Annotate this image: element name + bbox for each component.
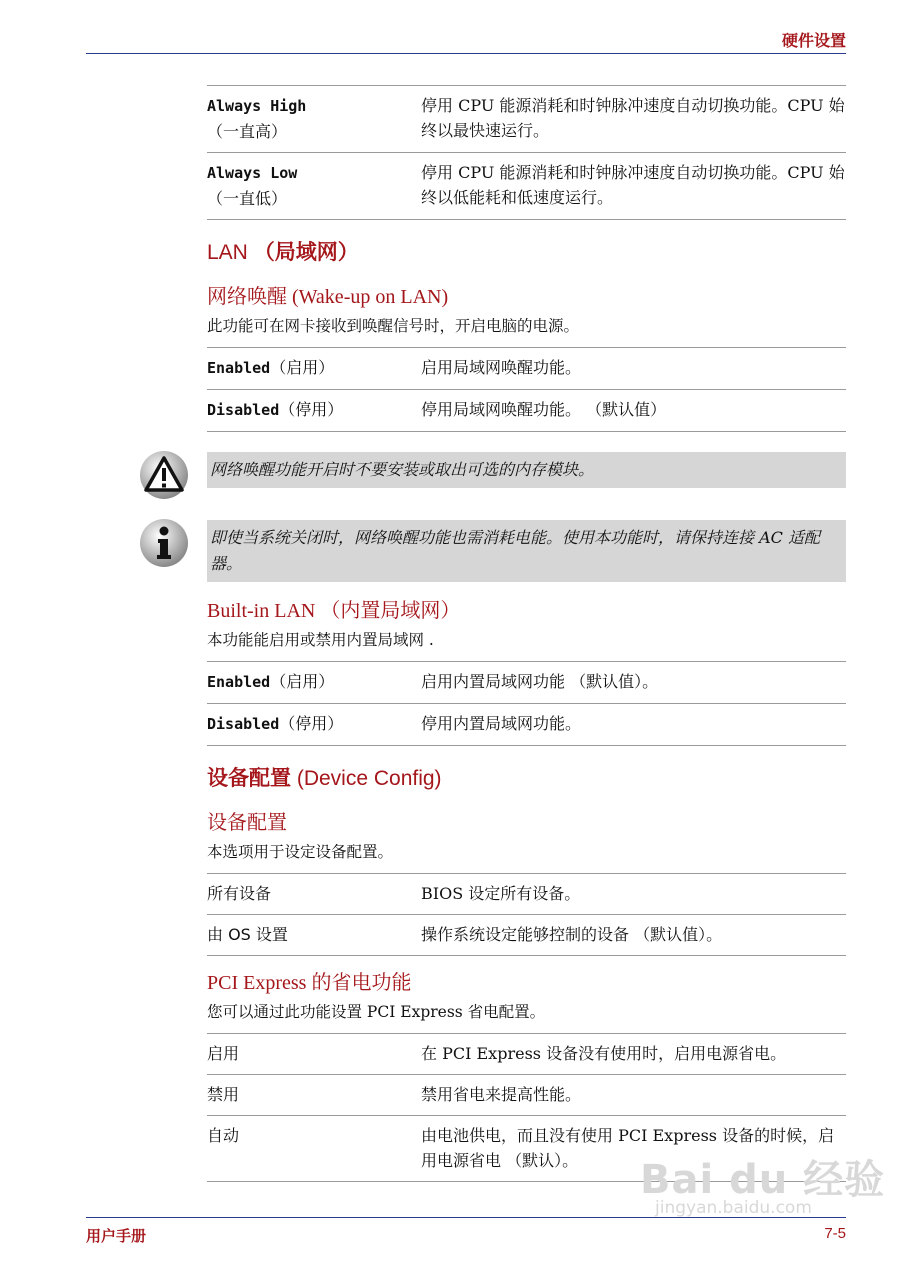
builtin-lan-options-table: [207, 661, 846, 746]
table-row: [207, 86, 846, 153]
device-config-options-table: [207, 873, 846, 956]
table-row: [207, 874, 846, 915]
device-config-subtitle: 设备配置: [207, 812, 287, 834]
option-desc: 在 PCI Express 设备没有使用时，启用电源省电。: [420, 1034, 846, 1075]
header-rule: [86, 53, 846, 54]
info-icon: [139, 518, 189, 568]
option-desc: 停用 CPU 能源消耗和时钟脉冲速度自动切换功能。CPU 始终以最快速运行。: [420, 86, 846, 153]
header-title: 硬件设置: [781, 31, 846, 50]
option-key: 所有设备: [207, 874, 420, 915]
option-desc: 启用内置局域网功能 （默认值）。: [420, 662, 846, 704]
table-row: [207, 390, 846, 432]
baidu-watermark: Bai du 经验: [640, 1157, 886, 1203]
footer-rule: [86, 1217, 846, 1218]
option-key: Disabled（停用）: [207, 704, 420, 746]
table-row: [207, 1075, 846, 1116]
table-row: [207, 1034, 846, 1075]
option-key: Disabled（停用）: [207, 390, 420, 432]
option-desc: BIOS 设定所有设备。: [420, 874, 846, 915]
table-row: [207, 153, 846, 220]
builtin-lan-title: Built-in LAN （内置局域网）: [207, 600, 461, 622]
builtin-lan-description: 本功能能启用或禁用内置局域网 .: [207, 631, 434, 649]
cpu-options-table: [207, 85, 846, 220]
baidu-watermark-url: jingyan.baidu.com: [655, 1198, 812, 1218]
page-number: 7-5: [824, 1225, 846, 1242]
option-key: 自动: [207, 1116, 420, 1182]
warning-icon: [139, 450, 189, 500]
option-desc: 停用 CPU 能源消耗和时钟脉冲速度自动切换功能。CPU 始终以低能耗和低速度运行。: [420, 153, 846, 220]
table-row: [207, 704, 846, 746]
option-desc: 操作系统设定能够控制的设备 （默认值）。: [420, 915, 846, 956]
wol-options-table: [207, 347, 846, 432]
lan-heading: LAN （局域网）: [207, 240, 359, 264]
info-note: 即使当系统关闭时，网络唤醒功能也需消耗电能。使用本功能时，请保持连接 AC 适配器。: [207, 520, 846, 582]
wol-title: 网络唤醒 (Wake-up on LAN): [207, 286, 449, 308]
option-desc: 启用局域网唤醒功能。: [420, 348, 846, 390]
warning-note: 网络唤醒功能开启时不要安装或取出可选的内存模块。: [207, 452, 846, 488]
option-desc: 停用局域网唤醒功能。 （默认值）: [420, 390, 846, 432]
wol-description: 此功能可在网卡接收到唤醒信号时，开启电脑的电源。: [207, 317, 580, 335]
table-row: [207, 915, 846, 956]
option-key: Enabled（启用）: [207, 662, 420, 704]
device-config-heading: 设备配置 (Device Config): [207, 766, 442, 790]
option-key: Enabled（启用）: [207, 348, 420, 390]
option-desc: 停用内置局域网功能。: [420, 704, 846, 746]
table-row: [207, 662, 846, 704]
option-key: 由 OS 设置: [207, 915, 420, 956]
table-row: [207, 348, 846, 390]
page-content: [207, 85, 846, 1182]
option-key: 启用: [207, 1034, 420, 1075]
option-desc: 禁用省电来提高性能。: [420, 1075, 846, 1116]
pci-express-description: 您可以通过此功能设置 PCI Express 省电配置。: [207, 1003, 546, 1021]
option-desc: 由电池供电，而且没有使用 PCI Express 设备的时候，启用电源省电 （默认）。: [420, 1116, 846, 1182]
pci-express-title: PCI Express 的省电功能: [207, 972, 412, 994]
option-key: Always Low （一直低）: [207, 153, 420, 220]
footer-manual-label: 用户手册: [86, 1227, 147, 1245]
option-key: 禁用: [207, 1075, 420, 1116]
device-config-description: 本选项用于设定设备配置。: [207, 843, 394, 861]
option-key: Always High （一直高）: [207, 86, 420, 153]
